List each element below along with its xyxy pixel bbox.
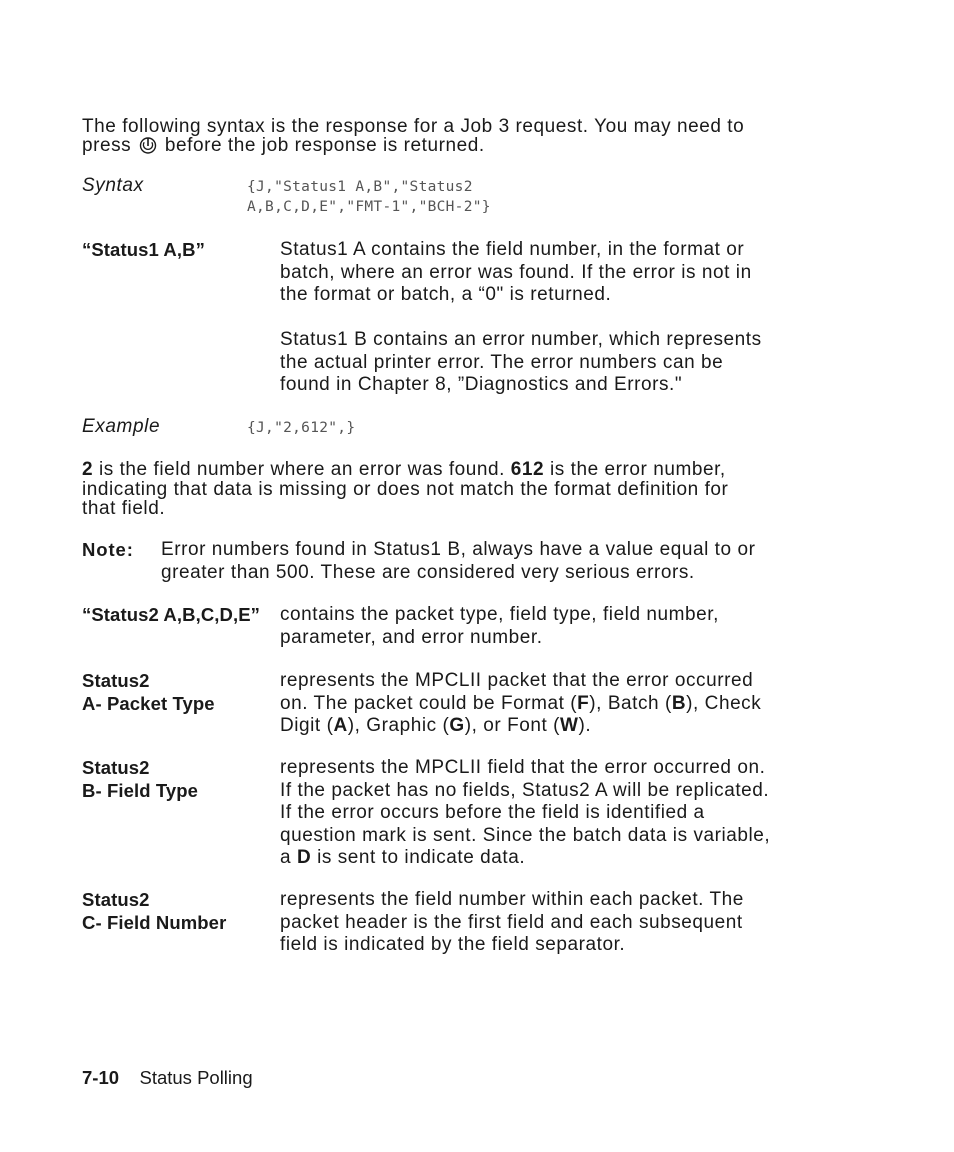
status2a-label-line-2: A- Packet Type: [82, 692, 215, 714]
status2-line-2: parameter, and error number.: [280, 626, 543, 648]
status1-para2-line: found in Chapter 8, ”Diagnostics and Errors.": [280, 374, 683, 395]
page-footer: [82, 1067, 253, 1089]
power-key-icon: [139, 136, 157, 154]
status2a-label-line-1: Status2: [82, 670, 150, 691]
status1-para1-line: Status1 A contains the field number, in the format or: [280, 239, 745, 260]
status1-label: “Status1 A,B”: [82, 239, 205, 260]
status2c-line-3: field is indicated by the field separator.: [280, 934, 626, 955]
status2a-line-2: on. The packet could be Format (F), Batch (B), Check: [280, 692, 762, 714]
intro-line-2-pre: press: [82, 135, 132, 156]
status2b-text: [280, 757, 770, 870]
explanation-line-3: that field.: [82, 498, 166, 519]
explanation-line-1: [82, 460, 728, 480]
note-line-2: greater than 500. These are considered very serious errors.: [161, 561, 695, 583]
status2c-line-1: represents the field number within each packet. The: [280, 889, 744, 910]
status2c-label: [82, 889, 226, 934]
example-code: {J,"2,612",}: [247, 420, 356, 436]
status2a-label: [82, 670, 215, 715]
explanation-text: is the error number,: [544, 459, 726, 480]
status2a-text: [280, 670, 761, 738]
example-label: Example: [82, 416, 161, 437]
status1-para1-line: batch, where an error was found. If the error is not in: [280, 261, 752, 283]
status2b-line-2: If the packet has no fields, Status2 A will be replicated.: [280, 779, 770, 801]
status2c-label-line-2: C- Field Number: [82, 911, 227, 933]
note-line-1: Error numbers found in Status1 B, always have a value equal to or: [161, 539, 756, 560]
explanation-text: is the field number where an error was found.: [93, 459, 511, 480]
intro-line-1: The following syntax is the response for a Job 3 request. You may need to: [82, 116, 745, 137]
status2c-label-line-1: Status2: [82, 889, 150, 910]
intro-line-2-post: before the job response is returned.: [164, 135, 485, 156]
status2-label: “Status2 A,B,C,D,E”: [82, 604, 261, 625]
status2b-label-line-1: Status2: [82, 757, 150, 778]
status2b-line-1: represents the MPCLII field that the error occurred on.: [280, 757, 766, 778]
status2b-line-5: a D is sent to indicate data.: [280, 847, 526, 868]
status2a-line-3: Digit (A), Graphic (G), or Font (W).: [280, 715, 592, 736]
page-number: 7-10: [82, 1067, 120, 1088]
syntax-code-line-1: {J,"Status1 A,B","Status2: [247, 179, 473, 195]
status1-para2-line: the actual printer error. The error numbers can be: [280, 351, 724, 373]
error-number-value: 612: [510, 459, 545, 480]
status2b-label: [82, 757, 198, 802]
status2a-line-1: represents the MPCLII packet that the error occurred: [280, 670, 754, 691]
status2c-text: [280, 889, 744, 957]
status2-text: [280, 604, 719, 649]
status2c-line-2: packet header is the first field and each subsequent: [280, 911, 743, 933]
status2b-label-line-2: B- Field Type: [82, 779, 199, 801]
status2b-line-3: If the error occurs before the field is identified a: [280, 802, 705, 823]
status1-para1-line: the format or batch, a “0" is returned.: [280, 284, 612, 305]
note-label: Note:: [82, 539, 134, 560]
note-text: [161, 539, 755, 584]
example-explanation: [82, 460, 728, 519]
syntax-label: Syntax: [82, 175, 144, 196]
section-title: Status Polling: [139, 1067, 253, 1088]
status2b-line-4: question mark is sent. Since the batch data is variable,: [280, 824, 771, 846]
status1-para-1: [280, 239, 752, 307]
explanation-line-2: indicating that data is missing or does not match the format definition for: [82, 478, 729, 500]
status1-para-2: [280, 329, 762, 397]
field-number-value: 2: [82, 459, 94, 480]
status1-para2-line: Status1 B contains an error number, which represents: [280, 329, 762, 350]
intro-line-2: [82, 135, 485, 158]
status2-line-1: contains the packet type, field type, field number,: [280, 604, 719, 625]
syntax-code-line-2: A,B,C,D,E","FMT-1","BCH-2"}: [247, 199, 491, 215]
